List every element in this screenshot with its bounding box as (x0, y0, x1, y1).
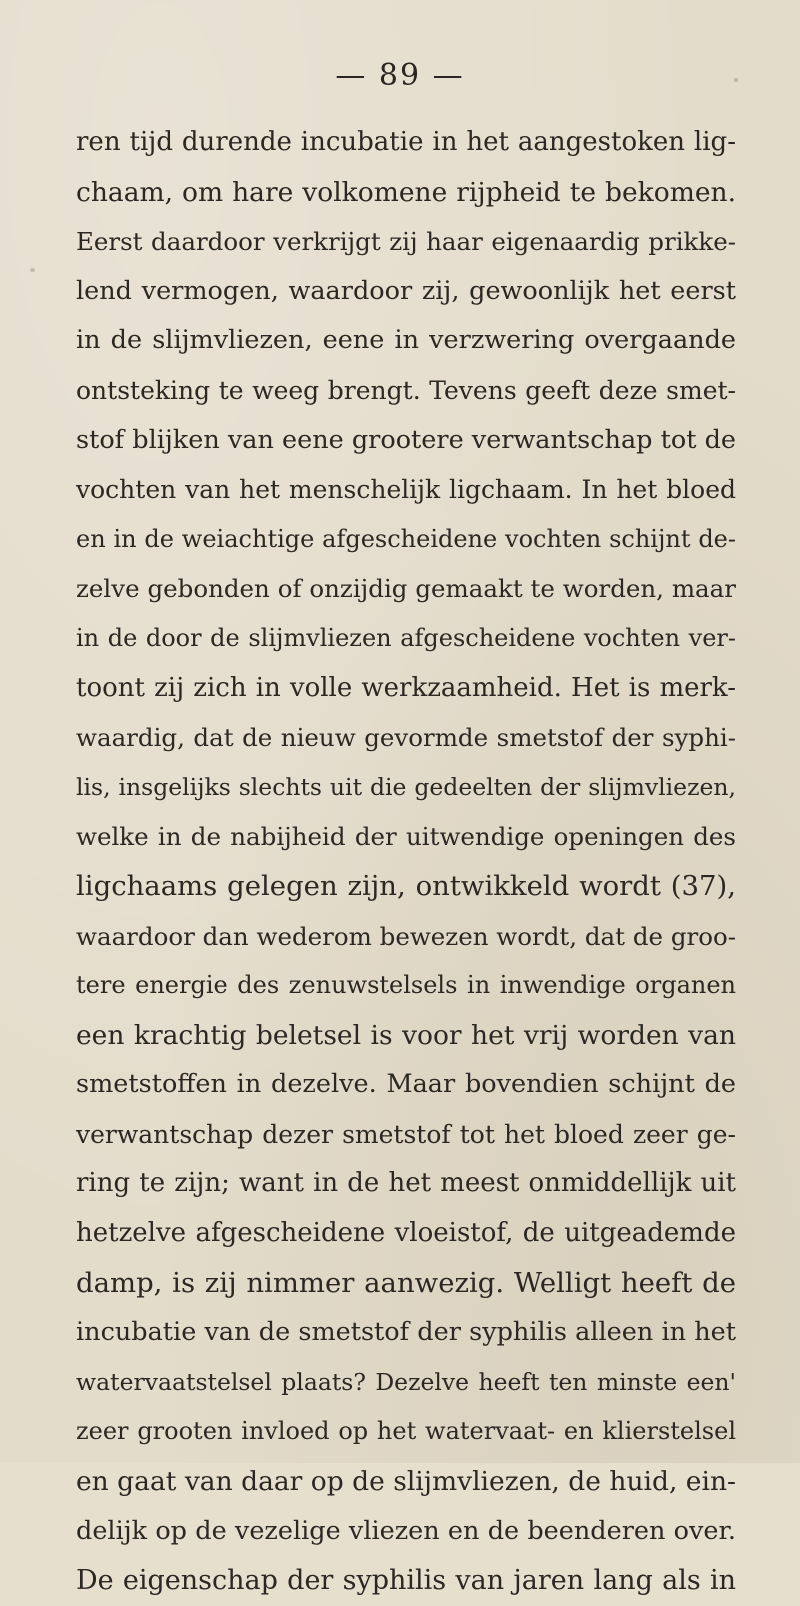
text-line: watervaatstelsel plaats? Dezelve heeft ten minste een' (76, 1367, 736, 1396)
text-line: De eigenschap der syphilis van jaren lang als in (76, 1565, 736, 1597)
text-line: chaam, om hare volkomene rijpheid te bekomen. (76, 176, 736, 208)
text-line: welke in de nabijheid der uitwendige openingen des (76, 822, 736, 852)
text-line: ring te zijn; want in de het meest onmiddellijk uit (76, 1168, 736, 1199)
body-text (76, 118, 736, 1606)
text-line: en gaat van daar op de slijmvliezen, de huid, ein- (76, 1466, 736, 1498)
paper-spot (30, 268, 35, 272)
text-line: zelve gebonden of onzijdig gemaakt te worden, maar (76, 574, 736, 604)
text-line: damp, is zij nimmer aanwezig. Welligt heeft de (76, 1266, 736, 1299)
text-line: delijk op de vezelige vliezen en de beenderen over. (76, 1515, 736, 1546)
text-line: waardoor dan wederom bewezen wordt, dat de groo- (76, 921, 736, 951)
text-line: ren tijd durende incubatie in het aangestoken lig- (76, 127, 736, 157)
text-line: in de slijmvliezen, eene in verzwering overgaande (76, 325, 736, 356)
text-line: ligchaams gelegen zijn, ontwikkeld wordt (37), (76, 869, 736, 902)
text-line: en in de weiachtige afgescheidene vochten schijnt de- (76, 524, 736, 553)
text-line: in de door de slijmvliezen afgescheidene vochten ver- (76, 623, 736, 652)
text-line: waardig, dat de nieuw gevormde smetstof der syphi- (76, 723, 736, 753)
text-line: toont zij zich in volle werkzaamheid. Het is merk- (76, 672, 736, 703)
text-line: Eerst daardoor verkrijgt zij haar eigenaardig prikke- (76, 227, 736, 257)
text-line: hetzelve afgescheidene vloeistof, de uitgeademde (76, 1218, 736, 1249)
text-line: vochten van het menschelijk ligchaam. In het bloed (76, 475, 736, 505)
text-line: stof blijken van eene grootere verwantschap tot de (76, 424, 736, 455)
text-line: verwantschap dezer smetstof tot het bloed zeer ge- (76, 1119, 736, 1149)
text-line: lend vermogen, waardoor zij, gewoonlijk het eerst (76, 275, 736, 306)
text-line: incubatie van de smetstof der syphilis alleen in het (76, 1317, 736, 1348)
text-line: smetstoffen in dezelve. Maar bovendien schijnt de (76, 1069, 736, 1100)
text-line: een krachtig beletsel is voor het vrij worden van (76, 1019, 736, 1051)
text-line: lis, insgelijks slechts uit die gedeelten der slijmvliezen, (76, 772, 736, 801)
page-number: — 89 — (335, 58, 465, 93)
text-line: zeer grooten invloed op het watervaat- en klierstelsel (76, 1417, 736, 1446)
text-line: tere energie des zenuwstelsels in inwendige organen (76, 971, 736, 1000)
text-line: ontsteking te weeg brengt. Tevens geeft deze smet- (76, 375, 736, 405)
